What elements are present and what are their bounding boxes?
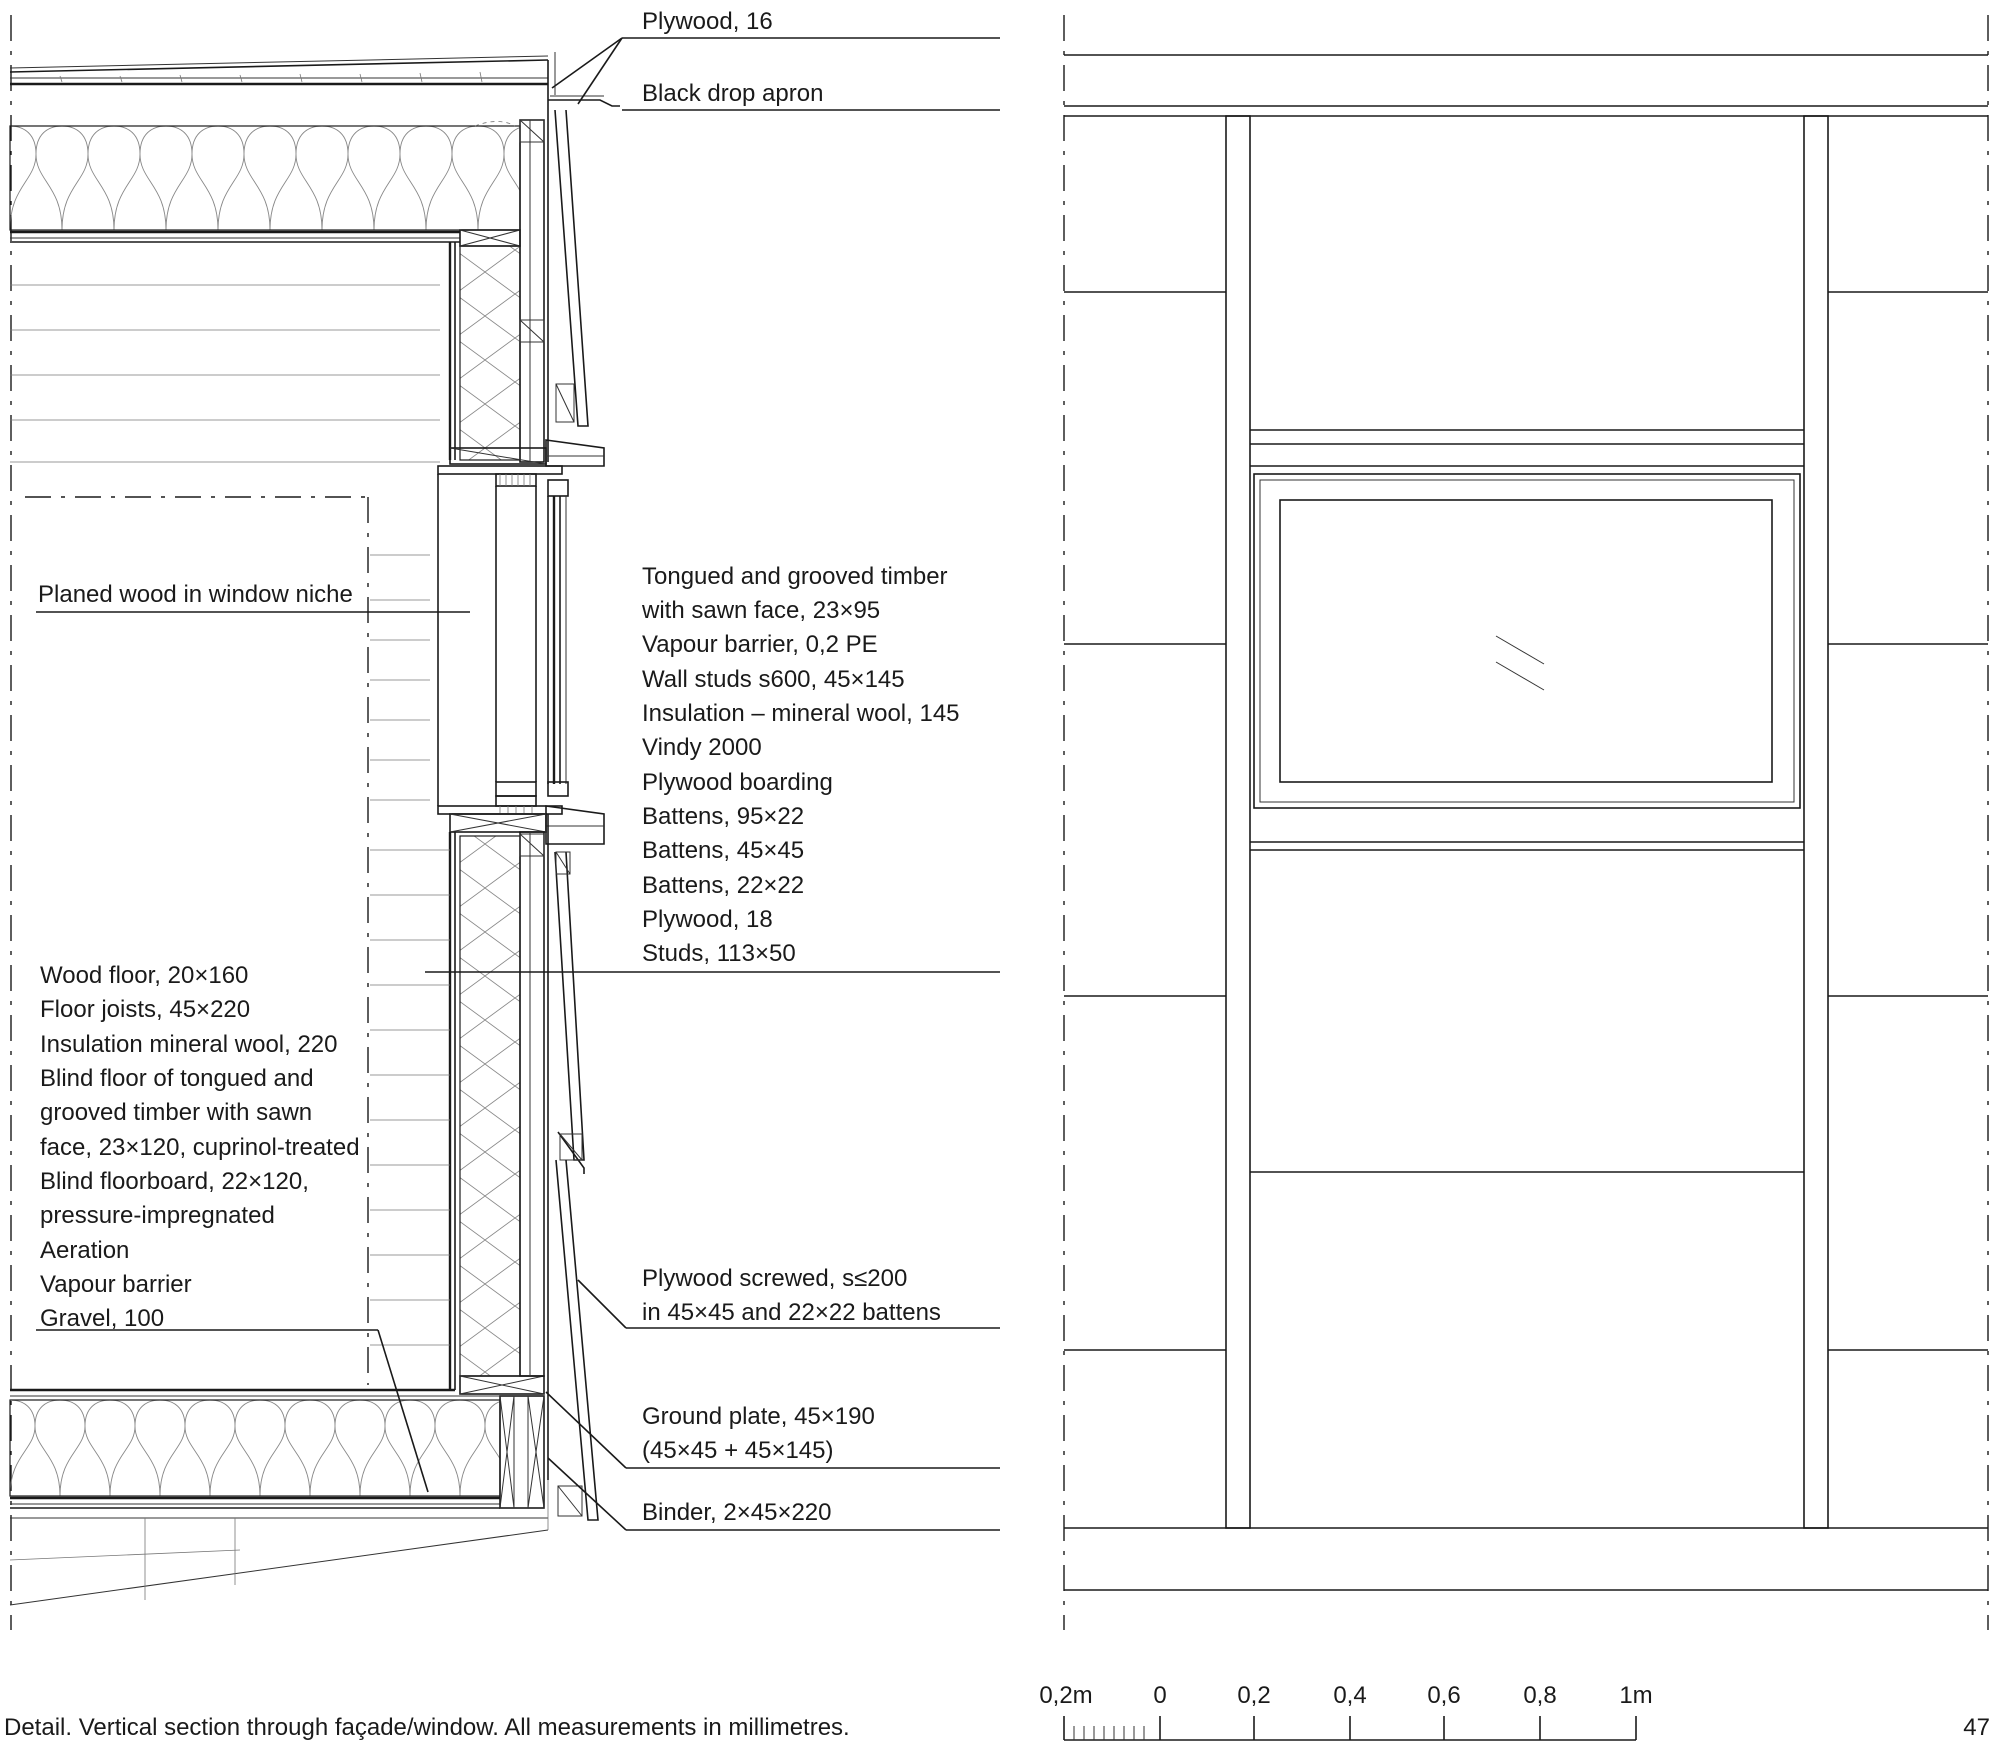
floor-layer-line: Insulation mineral wool, 220 [40, 1031, 338, 1058]
scale-tick-label: 0,8 [1523, 1682, 1557, 1709]
wall-layer-line: Wall studs s600, 45×145 [642, 666, 905, 693]
window-head [438, 440, 604, 496]
label-ground-plate: Ground plate, 45×190 [642, 1403, 875, 1430]
scale-tick-label: 0,4 [1333, 1682, 1367, 1709]
wall-layer-line: Vapour barrier, 0,2 PE [642, 631, 878, 658]
section-drawing [10, 15, 1000, 1630]
scale-tick-label: 1m [1619, 1682, 1653, 1709]
wall-layer-line: Insulation – mineral wool, 145 [642, 700, 960, 727]
upper-wall-section [450, 52, 620, 462]
label-binder: Binder, 2×45×220 [642, 1499, 832, 1526]
wall-layer-line: Studs, 113×50 [642, 940, 796, 967]
wall-layer-line: Battens, 22×22 [642, 872, 805, 899]
floor-layers-label [40, 962, 360, 1332]
label-plywood-16: Plywood, 16 [642, 8, 773, 35]
floor-layer-line: face, 23×120, cuprinol-treated [40, 1134, 360, 1161]
window-glazing [438, 474, 568, 806]
wall-layer-line: Battens, 45×45 [642, 837, 805, 864]
figure-caption: Detail. Vertical section through façade/window. All measurements in millimetres. [4, 1714, 850, 1741]
floor-layer-line: grooved timber with sawn [40, 1099, 313, 1126]
facade-elevation [1064, 15, 1988, 1630]
floor-assembly [10, 1390, 548, 1605]
wall-layer-line: Plywood boarding [642, 769, 833, 796]
wall-layer-line: Plywood, 18 [642, 906, 773, 933]
scale-tick-label: 0,2 [1237, 1682, 1271, 1709]
window-elevation [1254, 474, 1800, 808]
floor-layer-line: Floor joists, 45×220 [40, 996, 251, 1023]
floor-layer-line: Aeration [40, 1237, 130, 1264]
floor-layer-line: Blind floorboard, 22×120, [40, 1168, 309, 1195]
label-ground-plate-2: (45×45 + 45×145) [642, 1437, 834, 1464]
label-black-drop-apron: Black drop apron [642, 80, 824, 107]
scale-tick-label: 0 [1153, 1682, 1167, 1709]
label-plywood-screwed: Plywood screwed, s≤200 [642, 1265, 908, 1292]
wall-layer-line: Battens, 95×22 [642, 803, 805, 830]
page-number: 47 [1963, 1714, 1990, 1741]
scale-tick-label: 0,2m [1039, 1682, 1093, 1709]
wall-layer-line: Tongued and grooved timber [642, 563, 948, 590]
wall-layer-line: Vindy 2000 [642, 734, 762, 761]
roof-assembly [10, 56, 548, 242]
scale-tick-label: 0,6 [1427, 1682, 1461, 1709]
wall-layers-label [641, 563, 960, 967]
floor-layer-line: pressure-impregnated [40, 1202, 275, 1229]
ceiling-boards [10, 285, 440, 462]
floor-layer-line: Blind floor of tongued and [40, 1065, 314, 1092]
floor-layer-line: Wood floor, 20×160 [40, 962, 249, 989]
scale-bar [1039, 1682, 1652, 1740]
floor-layer-line: Vapour barrier [40, 1271, 192, 1298]
label-planed-wood: Planed wood in window niche [38, 581, 353, 608]
floor-layer-line: Gravel, 100 [40, 1305, 165, 1332]
label-plywood-screwed-2: in 45×45 and 22×22 battens [642, 1299, 941, 1326]
wall-layer-line: with sawn face, 23×95 [642, 597, 881, 624]
